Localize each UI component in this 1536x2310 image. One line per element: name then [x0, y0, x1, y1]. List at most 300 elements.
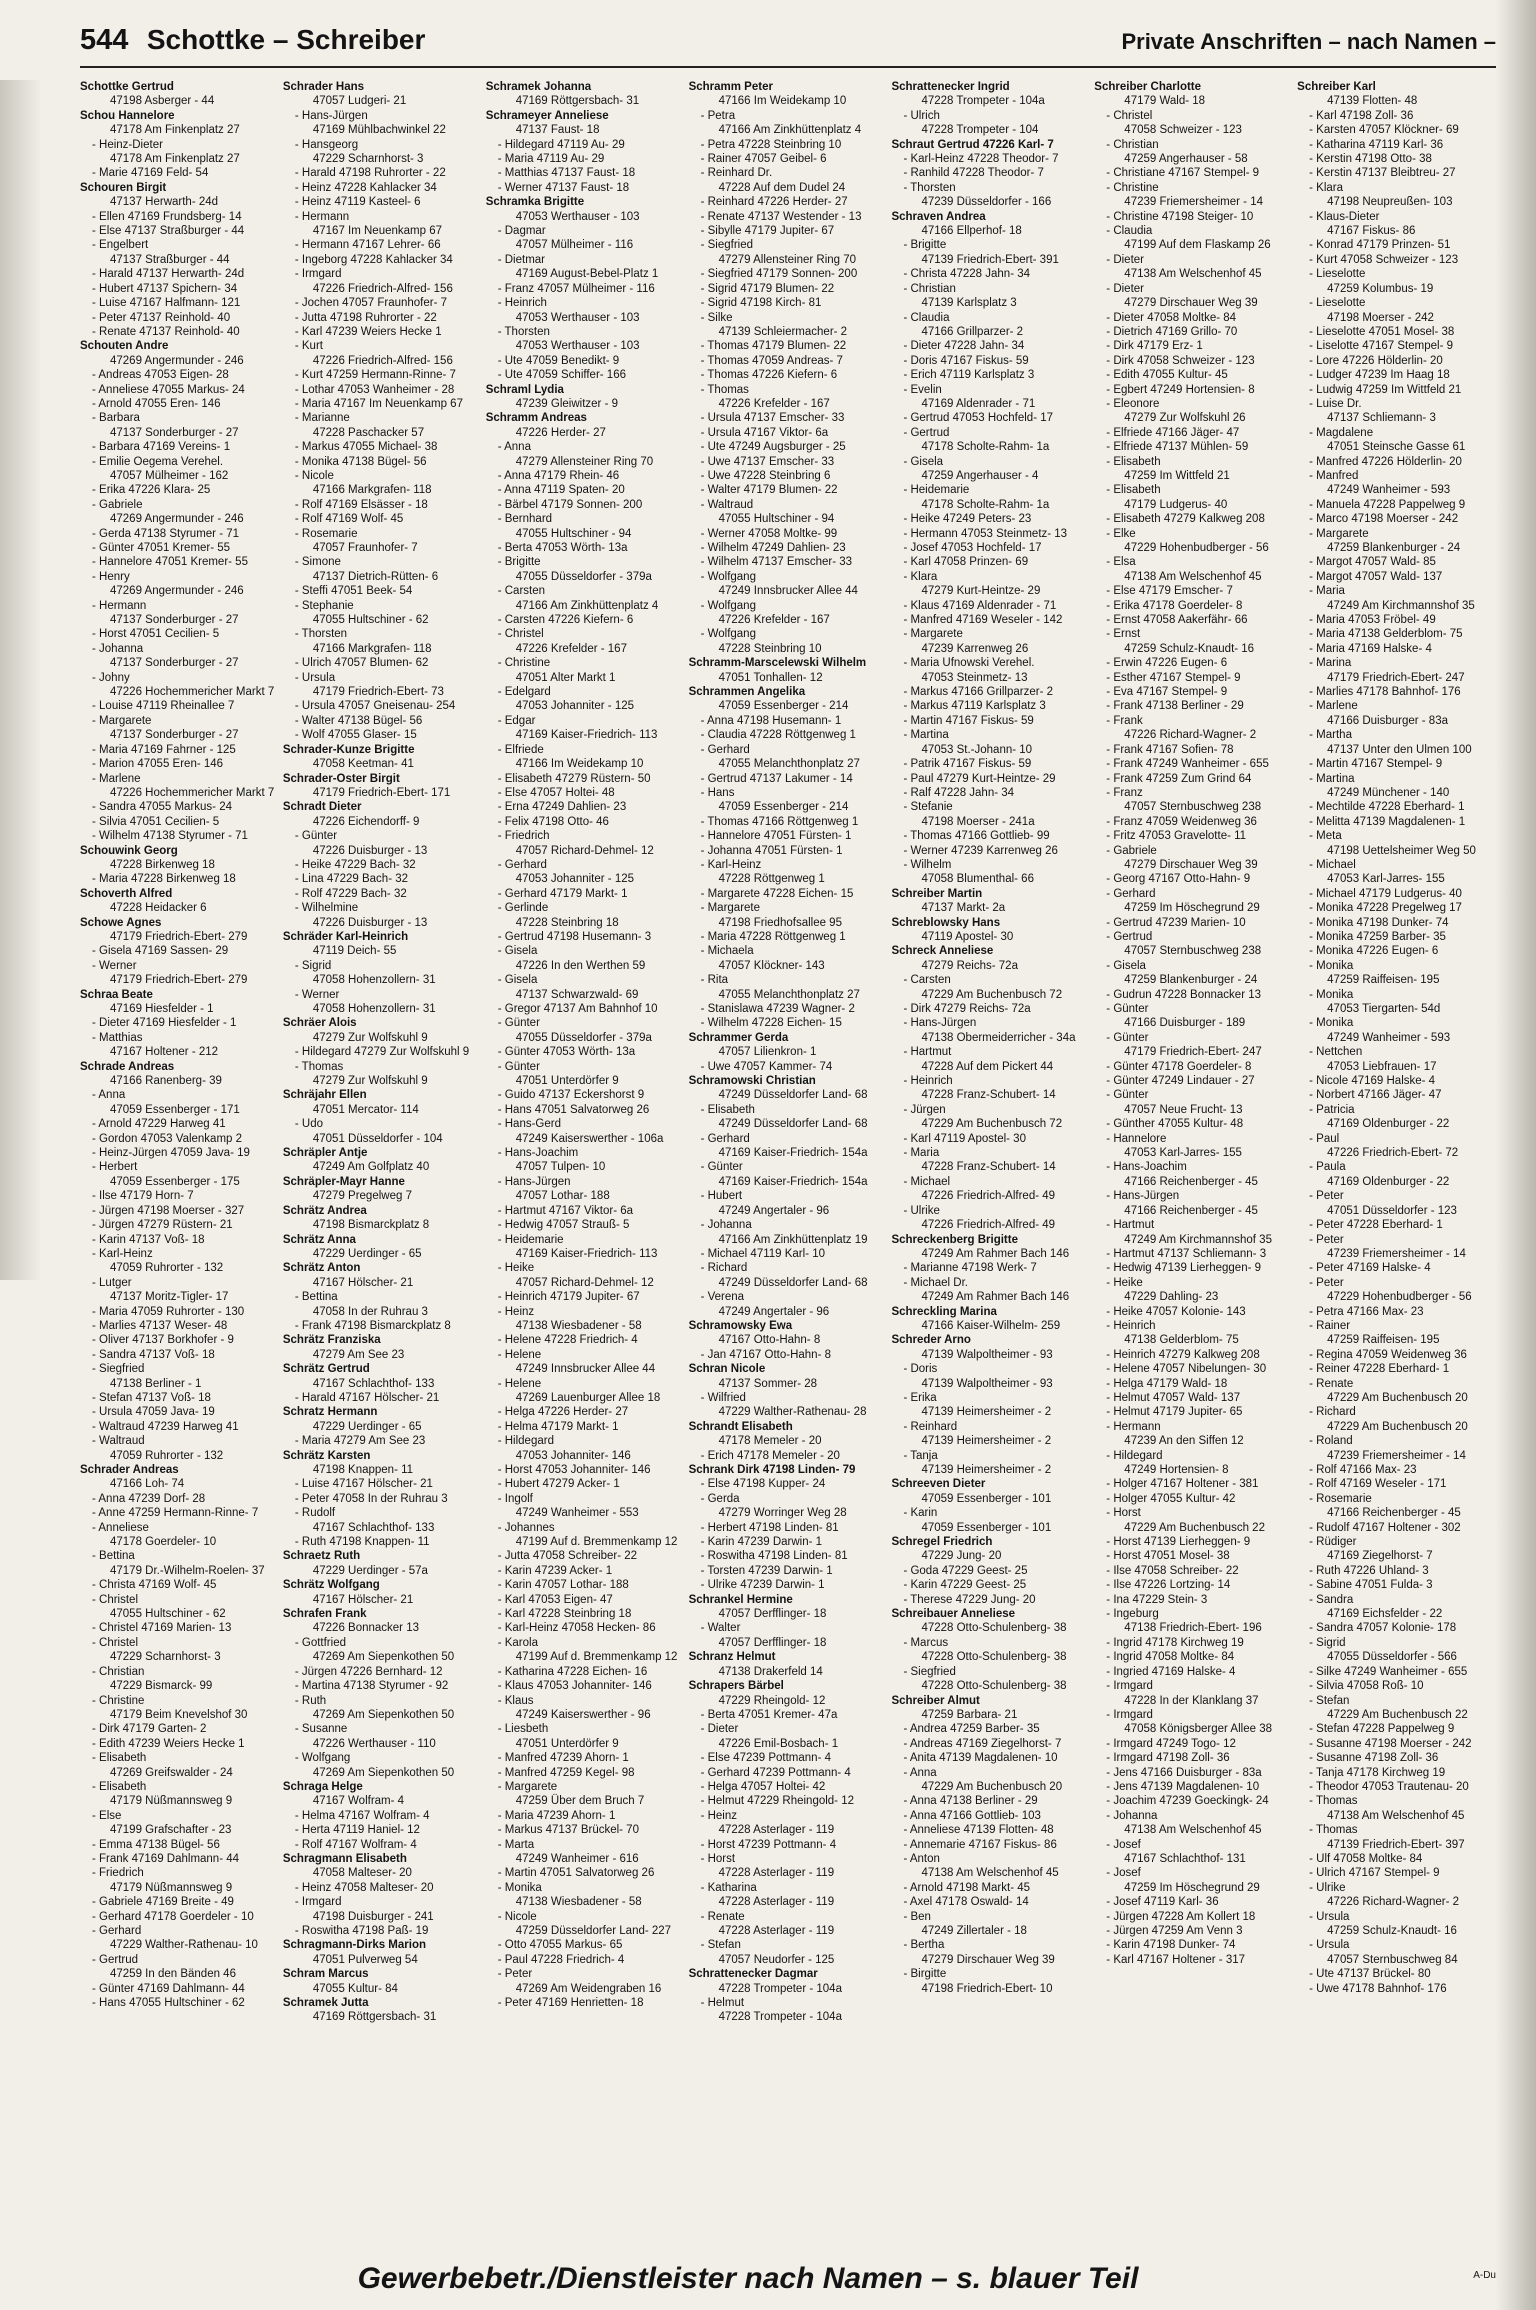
directory-address-line: 47169 Kaiser-Friedrich- 113	[515, 729, 658, 742]
directory-surname-entry: Schräpler-Mayr Hanne	[282, 1175, 405, 1188]
directory-entry: - Renate 47137 Reinhold- 40	[92, 325, 240, 338]
directory-entry: - Eva 47167 Stempel- 9	[1106, 686, 1228, 699]
directory-address-line: 47166 Am Zinkhüttenplatz 19	[718, 1233, 868, 1246]
directory-entry: - Ilse 47179 Horn- 7	[92, 1190, 194, 1203]
directory-entry: - Dieter	[1106, 282, 1144, 295]
directory-address-line: 47166 Markgrafen- 118	[312, 642, 432, 655]
directory-address-line: 47226 Friedrich-Ebert- 72	[1327, 1147, 1459, 1160]
directory-entry: - Katharina 47228 Eichen- 16	[497, 1665, 648, 1678]
directory-entry: - Christine	[92, 1694, 145, 1707]
directory-entry: - Gabriele	[92, 498, 143, 511]
directory-entry: - Gerhard	[700, 1132, 750, 1145]
directory-entry: - Karsten 47057 Klöckner- 69	[1309, 124, 1459, 137]
directory-entry: - Horst 47051 Mosel- 38	[1106, 1550, 1230, 1563]
directory-address-line: 47229 Am Buchenbusch 22	[1124, 1521, 1265, 1534]
directory-entry: - Anna 47239 Dorf- 28	[92, 1492, 206, 1505]
directory-address-line: 47249 Zillertaler - 18	[921, 1925, 1027, 1937]
directory-entry: - Wolfgang	[700, 599, 756, 612]
directory-entry: - Berta 47051 Kremer- 47a	[700, 1708, 838, 1721]
directory-entry: - Manfred	[1309, 469, 1359, 482]
directory-entry: - Gregor 47137 Am Bahnhof 10	[497, 1003, 658, 1015]
directory-entry: - Kerstin 47137 Bleibtreu- 27	[1309, 167, 1456, 180]
directory-entry: - Jens 47139 Magdalenen- 10	[1106, 1780, 1260, 1793]
directory-entry: - Birgitte	[903, 1968, 947, 1981]
directory-entry: - Ernst 47058 Aakerfähr- 66	[1106, 614, 1248, 627]
directory-address-line: 47198 Moerser - 241a	[921, 815, 1035, 828]
directory-entry: - Dirk 47058 Schweizer - 123	[1106, 354, 1255, 367]
directory-address-line: 47226 Richard-Wagner- 2	[1327, 1896, 1460, 1909]
directory-entry: - Monika 47138 Bügel- 56	[294, 455, 427, 468]
directory-entry: - Kurt	[294, 340, 323, 353]
directory-entry: - Marina	[1309, 657, 1352, 670]
directory-address-line: 47229 Am Buchenbusch 20	[1327, 1391, 1468, 1404]
directory-address-line: 47139 Friedrich-Ebert- 397	[1327, 1838, 1465, 1851]
directory-entry: - Reinhard 47226 Herder- 27	[700, 196, 848, 209]
directory-entry: - Irmgard	[294, 1896, 342, 1909]
directory-entry: - Helene	[497, 1377, 542, 1390]
directory-entry: - Egbert 47249 Hortensien- 8	[1106, 383, 1255, 396]
directory-address-line: 47229 Walther-Rathenau- 10	[110, 1939, 258, 1952]
directory-address-line: 47138 Gelderblom- 75	[1124, 1334, 1239, 1347]
directory-entry: - Christian	[903, 282, 956, 295]
directory-entry: - Heinrich 47279 Kalkweg 208	[1106, 1348, 1260, 1361]
directory-entry: - Johanna	[92, 642, 144, 655]
directory-address-line: 47226 Friedrich-Alfred- 156	[312, 282, 453, 295]
directory-entry: - Ingried 47169 Halske- 4	[1106, 1665, 1236, 1678]
directory-entry: - Harald 47167 Hölscher- 21	[294, 1391, 440, 1404]
directory-entry: - Patrik 47167 Fiskus- 59	[903, 758, 1032, 771]
directory-entry: - Wilhelm 47137 Emscher- 33	[700, 556, 853, 569]
directory-entry: - Markus 47055 Michael- 38	[294, 441, 438, 454]
directory-entry: - Siegfried	[903, 1665, 956, 1678]
directory-address-line: 47259 Düsseldorfer Land- 227	[515, 1925, 672, 1937]
directory-surname-entry: Schraml Lydia	[485, 383, 564, 396]
directory-entry: - Jürgen 47226 Bernhard- 12	[294, 1665, 443, 1678]
directory-entry: - Monika 47226 Eugen- 6	[1309, 945, 1439, 958]
directory-entry: - Frank 47249 Wanheimer - 655	[1106, 758, 1269, 771]
directory-entry: - Heinrich	[1106, 1319, 1156, 1332]
directory-entry: - Peter 47169 Halske- 4	[1309, 1262, 1431, 1275]
directory-entry: - Gerhard	[700, 743, 750, 756]
directory-address-line: 47051 Unterdörfer 9	[515, 1737, 619, 1750]
directory-entry: - Franz	[1106, 786, 1143, 799]
directory-entry: - Claudia 47228 Röttgenweg 1	[700, 729, 856, 742]
directory-address-line: 47279 Allensteiner Ring 70	[515, 455, 654, 468]
directory-entry: - Christine	[497, 657, 551, 670]
directory-surname-entry: Schräjahr Ellen	[282, 1089, 367, 1102]
directory-address-line: 47138 Am Welschenhof 45	[1327, 1809, 1465, 1822]
directory-address-line: 47169 Kaiser-Friedrich- 154a	[718, 1175, 868, 1188]
header-left	[80, 24, 425, 57]
directory-entry: - Christine	[1106, 181, 1159, 194]
directory-address-line: 47051 Pulverweg 54	[312, 1953, 418, 1966]
directory-entry: - Mechtilde 47228 Eberhard- 1	[1309, 801, 1465, 814]
directory-address-line: 47138 Berliner - 1	[110, 1377, 202, 1390]
directory-entry: - Ingeborg 47228 Kahlacker 34	[294, 253, 453, 266]
directory-entry: - Carsten 47226 Kiefern- 6	[497, 614, 634, 627]
directory-address-line: 47279 Dirschauer Weg 39	[1124, 297, 1258, 310]
directory-entry: - Margarete 47228 Eichen- 15	[700, 887, 854, 900]
directory-entry: - Anneliese 47055 Markus- 24	[92, 383, 245, 396]
directory-entry: - Frank 47259 Zum Grind 64	[1106, 772, 1252, 785]
directory-entry: - Elfriede 47166 Jäger- 47	[1106, 426, 1240, 439]
directory-entry: - Horst 47239 Pottmann- 4	[700, 1838, 837, 1851]
directory-address-line: 47166 Im Weidekamp 10	[718, 95, 847, 108]
directory-entry: - Hubert 47279 Acker- 1	[497, 1478, 620, 1491]
directory-entry: - Silvia 47058 Roß- 10	[1309, 1680, 1424, 1693]
directory-entry: - Richard	[700, 1262, 748, 1275]
directory-address-line: 47259 Schulz-Knaudt- 16	[1124, 642, 1255, 655]
directory-entry: - Steffi 47051 Beek- 54	[294, 585, 413, 598]
directory-address-line: 47228 In der Klanklang 37	[1124, 1694, 1259, 1707]
directory-entry: - Hans-Joachim	[1106, 1161, 1187, 1174]
directory-entry: - Kerstin 47198 Otto- 38	[1309, 153, 1432, 166]
footer-note: Gewerbebetr./Dienstleister nach Namen – s. blauer Teil	[357, 2262, 1139, 2295]
directory-entry: - Thomas	[1309, 1824, 1358, 1837]
directory-entry: - Reiner 47228 Eberhard- 1	[1309, 1363, 1450, 1376]
directory-entry: - Hans 47051 Salvatorweg 26	[497, 1103, 650, 1116]
directory-address-line: 47059 Essenberger - 214	[718, 700, 849, 713]
directory-address-line: 47279 Dirschauer Weg 39	[921, 1953, 1055, 1966]
directory-address-line: 47051 Alter Markt 1	[515, 671, 616, 684]
directory-surname-entry: Schreck Anneliese	[891, 945, 994, 958]
directory-address-line: 47198 Neupreußen- 103	[1327, 196, 1453, 209]
directory-address-line: 47198 Uettelsheimer Weg 50	[1327, 844, 1476, 857]
directory-entry: - Günter 47249 Lindauer - 27	[1106, 1075, 1255, 1088]
directory-address-line: 47228 Heidacker 6	[110, 902, 207, 915]
directory-entry: - Rosemarie	[294, 527, 358, 540]
directory-entry: - Walter	[700, 1622, 741, 1635]
directory-entry: - Irmgard	[294, 268, 342, 281]
directory-address-line: 47167 Fiskus- 86	[1327, 225, 1416, 238]
directory-entry: - Irmgard	[1106, 1680, 1153, 1693]
directory-entry: - Andreas 47053 Eigen- 28	[92, 369, 229, 382]
directory-entry: - Oliver 47137 Borkhofer - 9	[92, 1334, 234, 1347]
directory-address-line: 47226 Krefelder - 167	[718, 397, 830, 410]
directory-address-line: 47229 Scharnhorst- 3	[312, 153, 424, 166]
directory-address-line: 47279 Zur Wolfskuhl 9	[312, 1031, 428, 1044]
directory-entry: - Else 47239 Pottmann- 4	[700, 1752, 831, 1765]
directory-entry: - Liesbeth	[497, 1723, 549, 1736]
directory-entry: - Dirk 47179 Garten- 2	[92, 1723, 207, 1736]
page-gutter-shadow	[0, 80, 40, 1280]
directory-address-line: 47137 Schwarzwald- 69	[515, 988, 639, 1001]
directory-entry: - Goda 47229 Geest- 25	[903, 1564, 1028, 1577]
directory-address-line: 47239 Friemersheimer - 14	[1124, 196, 1263, 209]
directory-surname-entry: Schrader Andreas	[80, 1464, 179, 1476]
directory-entry: - Anne 47259 Hermann-Rinne- 7	[92, 1507, 259, 1520]
directory-entry: - Siegfried	[700, 239, 753, 252]
directory-entry: - Josef	[1106, 1867, 1141, 1880]
directory-entry: - Elke	[1106, 527, 1136, 540]
directory-address-line: 47249 Am Kirchmannshof 35	[1327, 599, 1475, 612]
directory-entry: - Reinhard Dr.	[700, 167, 773, 180]
directory-entry: - Sandra 47057 Kolonie- 178	[1309, 1622, 1457, 1635]
directory-entry: - Johannes	[497, 1521, 555, 1534]
directory-address-line: 47137 Sonderburger - 27	[110, 729, 239, 742]
directory-entry: - Petra	[700, 109, 736, 122]
directory-surname-entry: Schou Hannelore	[80, 109, 175, 122]
directory-entry: - Franz 47057 Mülheimer - 116	[497, 282, 655, 295]
directory-entry: - Ellen 47169 Frundsberg- 14	[92, 210, 242, 223]
directory-entry: - Markus 47166 Grillparzer- 2	[903, 686, 1053, 699]
directory-address-line: 47166 Am Zinkhüttenplatz 4	[515, 599, 659, 612]
directory-address-line: 47137 Sonderburger - 27	[110, 426, 239, 439]
directory-address-line: 47057 Richard-Dehmel- 12	[515, 1276, 654, 1289]
directory-entry: - Marlene	[92, 772, 141, 785]
directory-entry: - Erika 47178 Goerdeler- 8	[1106, 599, 1243, 612]
directory-address-line: 47269 Am Siepenkothen 50	[312, 1651, 455, 1664]
directory-entry: - Liselotte 47167 Stempel- 9	[1309, 340, 1453, 353]
directory-surname-entry: Schraven Andrea	[891, 210, 986, 223]
directory-address-line: 47138 Friedrich-Ebert- 196	[1124, 1622, 1262, 1635]
directory-address-line: 47249 Düsseldorfer Land- 68	[718, 1276, 868, 1289]
directory-address-line: 47199 Auf d. Bremmenkamp 12	[515, 1651, 678, 1664]
directory-column	[1094, 80, 1289, 2250]
directory-entry: - Peter 47058 In der Ruhrau 3	[294, 1492, 448, 1505]
directory-entry: - Stephanie	[294, 599, 354, 612]
directory-entry: - Ludwig 47259 Im Wittfeld 21	[1309, 383, 1462, 396]
directory-entry: - Günter	[1106, 1003, 1149, 1015]
directory-address-line: 47057 Mülheimer - 162	[110, 469, 229, 482]
page-edge-shadow	[1496, 0, 1536, 2310]
directory-address-line: 47178 Am Finkenplatz 27	[110, 153, 240, 166]
directory-entry: - Brigitte	[903, 239, 947, 252]
directory-entry: - Monika	[497, 1881, 542, 1894]
directory-entry: - Martina	[903, 729, 949, 742]
directory-entry: - Thorsten	[294, 628, 348, 641]
directory-address-line: 47239 Friemersheimer - 14	[1327, 1247, 1466, 1260]
directory-entry: - Roswitha 47198 Linden- 81	[700, 1550, 848, 1563]
directory-entry: - Marie 47169 Feld- 54	[92, 167, 209, 180]
directory-entry: - Dieter 47169 Hiesfelder - 1	[92, 1017, 237, 1030]
directory-address-line: 47279 Pregelweg 7	[312, 1190, 412, 1203]
directory-entry: - Rita	[700, 974, 729, 987]
directory-entry: - Gabriele	[1106, 844, 1157, 857]
directory-address-line: 47259 Blankenburger - 24	[1327, 542, 1461, 554]
directory-address-line: 47269 Angermunder - 246	[110, 513, 244, 526]
directory-entry: - Wilhelm 47138 Styrumer - 71	[92, 830, 248, 843]
directory-entry: - Ranhild 47228 Theodor- 7	[903, 167, 1044, 180]
directory-entry: - Christel	[1106, 109, 1153, 122]
directory-entry: - Dietmar	[497, 253, 545, 266]
directory-address-line: 47259 Schulz-Knaudt- 16	[1327, 1925, 1457, 1937]
directory-address-line: 47169 Röttgersbach- 31	[312, 2011, 437, 2024]
directory-entry: - Anna	[497, 441, 531, 454]
directory-address-line: 47229 Am Buchenbusch 72	[921, 988, 1063, 1001]
directory-address-line: 47226 Duisburger - 13	[312, 844, 428, 857]
directory-entry: - Nicole	[497, 1910, 537, 1923]
directory-entry: - Ursula 47137 Emscher- 33	[700, 412, 845, 425]
directory-entry: - Nettchen	[1309, 1046, 1363, 1059]
directory-entry: - Klara	[903, 570, 938, 583]
directory-address-line: 47179 Friedrich-Ebert- 279	[110, 974, 248, 987]
directory-address-line: 47053 Werthauser - 103	[515, 340, 640, 353]
directory-entry: - Monika	[1309, 1017, 1354, 1030]
directory-surname-entry: Schrade Andreas	[80, 1060, 175, 1073]
directory-entry: - Gerhard 47239 Pottmann- 4	[700, 1766, 851, 1779]
directory-address-line: 47167 Hölscher- 21	[312, 1593, 414, 1606]
directory-entry: - Emilie Oegema Verehel.	[92, 455, 224, 468]
directory-entry: - Manuela 47228 Pappelweg 9	[1309, 498, 1466, 511]
directory-entry: - Sigrid 47179 Blumen- 22	[700, 282, 835, 295]
directory-entry: - Renate	[700, 1910, 745, 1923]
directory-address-line: 47057 Tulpen- 10	[515, 1161, 606, 1174]
directory-address-line: 47137 Sonderburger - 27	[110, 614, 239, 627]
directory-entry: - Axel 47178 Oswald- 14	[903, 1896, 1029, 1909]
directory-entry: - Maria 47169 Fahrner - 125	[92, 743, 236, 756]
directory-entry: - Christian	[1106, 138, 1159, 151]
directory-address-line: 47198 Asberger - 44	[110, 95, 215, 108]
directory-entry: - Sigrid	[1309, 1636, 1346, 1649]
directory-entry: - Irmgard	[1106, 1708, 1153, 1721]
footer-code: A-Du	[1473, 2270, 1496, 2281]
directory-entry: - Gudrun 47228 Bonnacker 13	[1106, 988, 1262, 1001]
directory-entry: - Dieter	[700, 1723, 739, 1736]
directory-address-line: 47228 Auf dem Dudel 24	[718, 181, 846, 194]
page-header	[80, 24, 1496, 64]
directory-entry: - Hildegard 47279 Zur Wolfskuhl 9	[294, 1046, 470, 1059]
directory-entry: - Marion 47055 Eren- 146	[92, 758, 224, 771]
directory-entry: - Annemarie 47167 Fiskus- 86	[903, 1838, 1057, 1851]
directory-address-line: 47228 Otto-Schulenberg- 38	[921, 1651, 1067, 1664]
directory-address-line: 47169 Kaiser-Friedrich- 113	[515, 1247, 658, 1260]
directory-address-line: 47167 Schlachthof- 133	[312, 1521, 435, 1534]
directory-address-line: 47228 Otto-Schulenberg- 38	[921, 1622, 1067, 1635]
directory-entry: - Jürgen 47259 Am Venn 3	[1106, 1925, 1243, 1937]
directory-entry: - Ursula	[1309, 1910, 1350, 1923]
directory-surname-entry: Schraa Beate	[80, 988, 153, 1001]
directory-entry: - Hans-Jürgen	[1106, 1190, 1180, 1203]
directory-surname-entry: Schrätz Andrea	[282, 1204, 367, 1217]
directory-entry: - Michael 47119 Karl- 10	[700, 1247, 826, 1260]
directory-entry: - Barbara 47169 Vereins- 1	[92, 441, 231, 454]
directory-entry: - Arnold 47055 Eren- 146	[92, 397, 221, 410]
directory-entry: - Jürgen 47228 Am Kollert 18	[1106, 1910, 1256, 1923]
directory-entry: - Gerhard 47179 Markt- 1	[497, 887, 628, 900]
directory-address-line: 47239 Gleiwitzer - 9	[515, 397, 618, 410]
directory-entry: - Heinrich	[903, 1075, 953, 1088]
directory-entry: - Klara	[1309, 181, 1344, 194]
directory-entry: - Rüdiger	[1309, 1536, 1357, 1549]
directory-entry: - Gerhard	[92, 1925, 142, 1937]
directory-entry: - Maria	[903, 1147, 940, 1160]
directory-entry: - Günter	[497, 1017, 540, 1030]
directory-entry: - Margot 47057 Wald- 137	[1309, 570, 1443, 583]
directory-entry: - Rolf 47169 Elsässer - 18	[294, 498, 428, 511]
directory-entry: - Günter 47178 Goerdeler- 8	[1106, 1060, 1252, 1073]
directory-address-line: 47249 Am Rahmer Bach 146	[921, 1247, 1070, 1260]
directory-entry: - Ulrich 47167 Stempel- 9	[1309, 1867, 1440, 1880]
directory-entry: - Susanne	[294, 1723, 348, 1736]
directory-address-line: 47057 Derfflinger- 18	[718, 1636, 827, 1649]
directory-entry: - Manfred 47259 Kegel- 98	[497, 1766, 635, 1779]
directory-entry: - Gottfried	[294, 1636, 346, 1649]
directory-address-line: 47249 Wanheimer - 593	[1327, 484, 1451, 497]
directory-entry: - Frank	[1106, 714, 1143, 727]
directory-entry: - Wilhelm 47249 Dahlien- 23	[700, 542, 846, 554]
directory-entry: - Friedrich	[497, 830, 550, 843]
directory-address-line: 47279 Zur Wolfskuhl 26	[1124, 412, 1246, 425]
directory-address-line: 47226 Emil-Bosbach- 1	[718, 1737, 839, 1750]
directory-entry: - Carsten	[903, 974, 951, 987]
directory-entry: - Heinz-Dieter	[92, 138, 163, 151]
directory-surname-entry: Schrätz Anton	[282, 1262, 361, 1275]
directory-address-line: 47053 Werthauser - 103	[515, 311, 640, 324]
directory-entry: - Manfred 47169 Weseler - 142	[903, 614, 1063, 627]
directory-address-line: 47226 Friedrich-Alfred- 156	[312, 354, 453, 367]
directory-address-line: 47239 Friemersheimer - 14	[1327, 1449, 1466, 1462]
directory-entry: - Claudia	[903, 311, 950, 324]
directory-address-line: 47057 Neudorfer - 125	[718, 1953, 835, 1966]
directory-entry: - Dietrich 47169 Grillo- 70	[1106, 325, 1238, 338]
directory-entry: - Monika	[1309, 959, 1354, 972]
directory-entry: - Marlies 47137 Weser- 48	[92, 1319, 228, 1332]
directory-entry: - Anna 47138 Berliner - 29	[903, 1795, 1038, 1808]
directory-address-line: 47058 Malteser- 20	[312, 1867, 412, 1880]
directory-entry: - Maria Ufnowski Verehel.	[903, 657, 1035, 670]
directory-entry: - Rainer	[1309, 1319, 1351, 1332]
directory-address-line: 47055 Düsseldorfer - 566	[1327, 1651, 1457, 1664]
directory-entry: - Hartmut	[903, 1046, 952, 1059]
directory-address-line: 47167 Schlachthof- 133	[312, 1377, 435, 1390]
directory-address-line: 47053 Johanniter- 146	[515, 1449, 631, 1462]
directory-entry: - Johny	[92, 671, 130, 684]
directory-address-line: 47055 Melanchthonplatz 27	[718, 758, 860, 771]
directory-entry: - Petra 47228 Steinbring 10	[700, 138, 842, 151]
directory-entry: - Rainer 47057 Geibel- 6	[700, 153, 827, 166]
directory-entry: - Hans	[700, 786, 735, 799]
directory-address-line: 47055 Hultschiner - 94	[515, 527, 632, 540]
directory-entry: - Waltraud 47239 Harweg 41	[92, 1420, 239, 1433]
directory-column	[891, 80, 1086, 2250]
directory-address-line: 47249 Wanheimer - 616	[515, 1852, 639, 1865]
directory-entry: - Karin	[903, 1507, 938, 1520]
directory-entry: - Heinz-Jürgen 47059 Java- 19	[92, 1147, 250, 1160]
directory-entry: - Klaus 47169 Aldenrader - 71	[903, 599, 1057, 612]
directory-entry: - Marlene	[1309, 700, 1358, 713]
directory-entry: - Lieselotte	[1309, 297, 1366, 310]
directory-entry: - Maria 47239 Ahorn- 1	[497, 1809, 616, 1822]
directory-address-line: 47269 Lauenburger Allee 18	[515, 1391, 661, 1404]
directory-entry: - Gabriele 47169 Breite - 49	[92, 1896, 234, 1909]
directory-address-line: 47051 Unterdörfer 9	[515, 1075, 619, 1088]
directory-entry: - Edgar	[497, 714, 536, 727]
directory-entry: - Karin 47198 Dunker- 74	[1106, 1939, 1236, 1952]
header-rule	[80, 66, 1496, 68]
directory-address-line: 47239 Karrenweg 26	[921, 642, 1029, 655]
directory-address-line: 47169 Ziegelhorst- 7	[1327, 1550, 1433, 1563]
directory-address-line: 47249 Wanheimer - 593	[1327, 1031, 1451, 1044]
directory-address-line: 47179 Friedrich-Ebert- 247	[1327, 671, 1465, 684]
directory-surname-entry: Schrammer Gerda	[688, 1031, 789, 1044]
directory-entry: - Johanna 47051 Fürsten- 1	[700, 844, 843, 857]
directory-entry: - Gisela	[497, 974, 538, 987]
directory-entry: - Guido 47137 Eckershorst 9	[497, 1089, 645, 1102]
directory-entry: - Erich 47119 Karlsplatz 3	[903, 369, 1035, 382]
directory-address-line: 47228 Röttgenweg 1	[718, 873, 825, 886]
directory-address-line: 47259 Im Wittfeld 21	[1124, 469, 1230, 482]
directory-entry: - Hubert 47137 Spichern- 34	[92, 282, 238, 295]
directory-address-line: 47137 Sonderburger - 27	[110, 657, 239, 670]
directory-entry: - Günter 47051 Kremer- 55	[92, 542, 231, 554]
directory-address-line: 47166 Reichenberger - 45	[1327, 1507, 1461, 1520]
directory-address-line: 47179 Nüßmannsweg 9	[110, 1881, 233, 1894]
directory-entry: - Fritz 47053 Gravelotte- 11	[1106, 830, 1247, 843]
directory-entry: - Ulrike	[903, 1204, 940, 1217]
directory-entry: - Günter	[294, 830, 338, 843]
directory-entry: - Marco 47198 Moerser - 242	[1309, 513, 1459, 526]
